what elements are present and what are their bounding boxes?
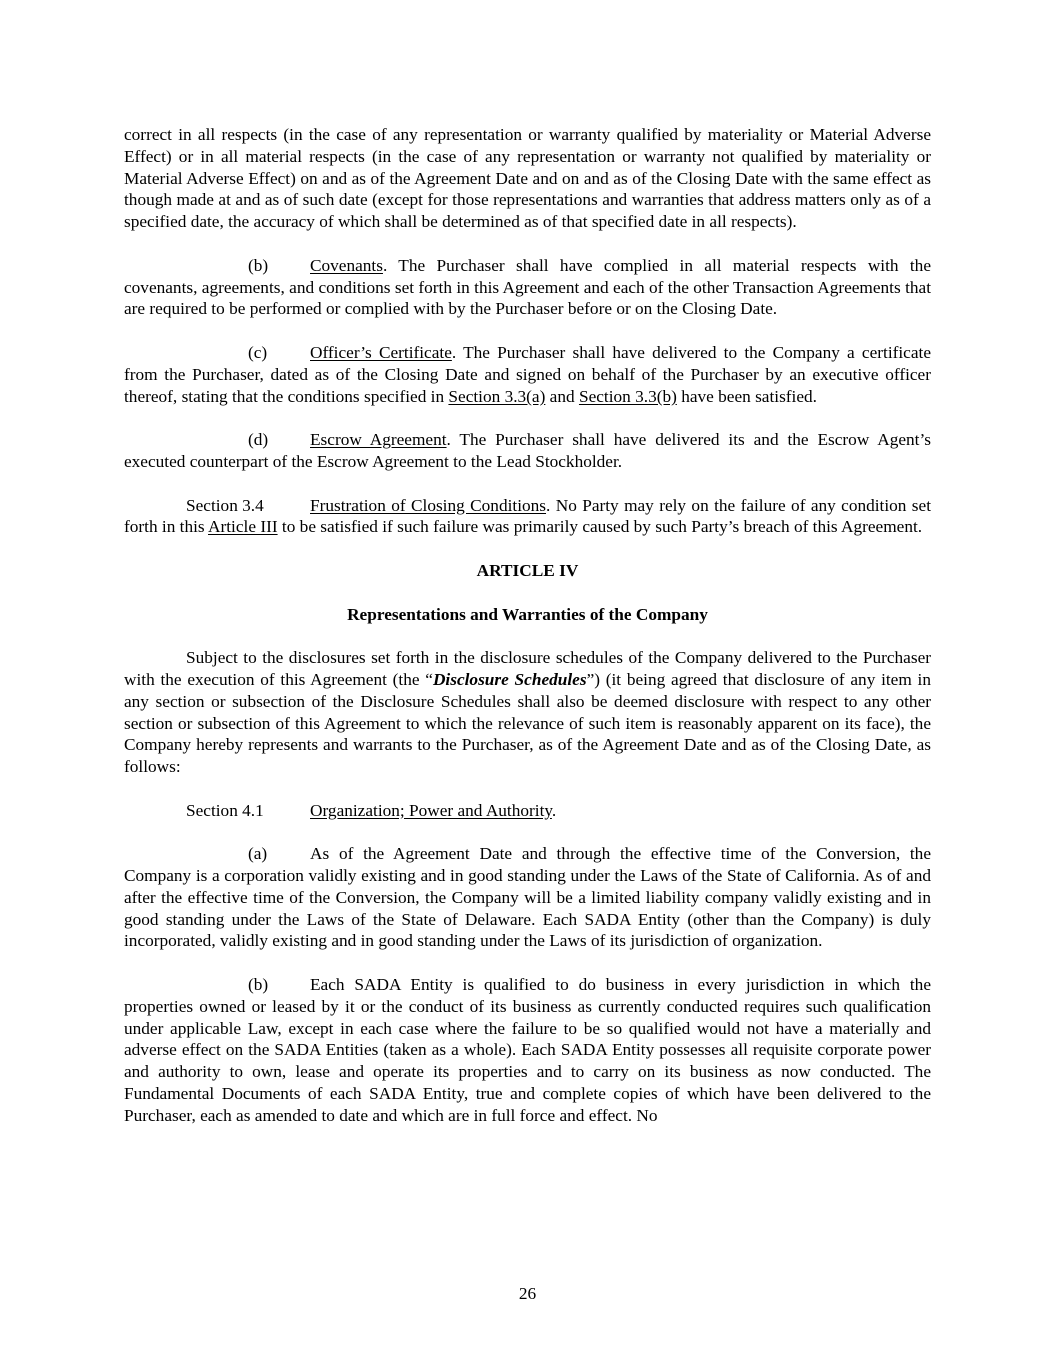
section-text: . No Party may rely on the failure of any condition set forth in this (124, 495, 931, 537)
article-title: Representations and Warranties of the Company (347, 604, 708, 624)
clause-4-1-b (124, 974, 931, 1127)
section-text: to be satisfied if such failure was primarily caused by such Party’s breach of this Agreement. (277, 517, 923, 537)
clause-text: . The Purchaser shall have delivered its and the Escrow Agent’s executed counterpart of the Escrow Agreement to the Lead Stockholder. (124, 430, 931, 471)
clause-heading: Officer’s Certificate (310, 342, 452, 362)
clause-c-officers-certificate (124, 342, 931, 407)
clause-4-1-a (124, 843, 931, 952)
clause-b-covenants (124, 255, 931, 320)
section-3-4 (124, 495, 931, 539)
section-label: Section 3.4 (186, 495, 264, 515)
page-number: 26 (518, 1284, 537, 1303)
clause-label: (b) (248, 255, 269, 275)
section-label: Section 4.1 (186, 800, 264, 820)
paragraph-continuation: correct in all respects (in the case of any representation or warranty qualified by materiality or Material Adverse Effect) or in all material respects (in the case of any representation or warranty not qualified by materiality or Material Adverse Effect) on and as of the Agreement Date and on and as of the Closing Date with the same effect as though made at and as of such date (except for those representations and warranties that address matters only as of a specified date, the accuracy of which shall be determined as of that specified date in all respects). (124, 125, 931, 232)
clause-label: (a) (248, 844, 268, 864)
clause-heading: Covenants (310, 255, 383, 275)
clause-heading: Escrow Agreement (310, 430, 447, 450)
article-intro: Subject to the disclosures set forth in the disclosure schedules of the Company delivered to the Purchaser with the execution of this Agreement (the “Disclosure Schedules”) (it being agreed that disclosure of any item in any section or subsection of the Disclosure Schedules shall also be deemed disclosure with respect to any other section or subsection of this Agreement to which the relevance of such item is reasonably apparent on its face), the Company hereby represents and warrants to the Purchaser, as of the Agreement Date and as of the Closing Date, as follows: (124, 648, 931, 777)
document-body (124, 124, 931, 1127)
article-reference-link[interactable]: Article III (208, 517, 278, 537)
article-heading: ARTICLE IV (476, 560, 579, 580)
section-heading: Organization; Power and Authority (310, 800, 552, 820)
clause-text: . The Purchaser shall have complied in all material respects with the covenants, agreements, and conditions set forth in this Agreement and each of the other Transaction Agreements that are required to be performed or complied with by the Purchaser before or on the Closing Date. (124, 255, 931, 319)
defined-term: Disclosure Schedules (432, 669, 587, 689)
section-reference-link[interactable]: Section 3.3(b) (578, 386, 677, 406)
clause-text: . The Purchaser shall have delivered to the Company a certificate from the Purchaser, dated as of the Closing Date and signed on behalf of the Purchaser by an executive officer thereof, stating that the conditions specified in (124, 342, 931, 406)
clause-label: (c) (248, 342, 268, 362)
clause-text: Each SADA Entity is qualified to do business in every jurisdiction in which the properties owned or leased by it or the conduct of its business as currently conducted requires such qualification under applicable Law, except in each case where the failure to be so qualified would not have a materially and adverse effect on the SADA Entities (taken as a whole). Each SADA Entity possesses all requisite corporate power and authority to own, lease and operate its properties and to carry on its business as now conducted. The Fundamental Documents of each SADA Entity, true and complete copies of which have been delivered to the Purchaser, each as amended to date and which are in full force and effect. No (124, 975, 931, 1125)
clause-text: and (545, 386, 579, 406)
clause-label: (d) (248, 430, 269, 450)
section-reference-link[interactable]: Section 3.3(a) (448, 386, 546, 406)
clause-d-escrow-agreement (124, 429, 931, 473)
clause-text: have been satisfied. (676, 386, 817, 406)
section-heading: Frustration of Closing Conditions (310, 495, 547, 515)
section-4-1-heading: Section 4.1 Organization; Power and Authority. (186, 800, 557, 820)
clause-text: As of the Agreement Date and through the effective time of the Conversion, the Company is a corporation validly existing and in good standing under the Laws of the State of California. As of and after the effective time of the Conversion, the Company will be a limited liability company validly existing and in good standing under the Laws of the State of Delaware. Each SADA Entity (other than the Company) is duly incorporated, validly existing and in good standing under the Laws of its jurisdiction of organization. (124, 844, 931, 951)
clause-label: (b) (248, 975, 269, 995)
